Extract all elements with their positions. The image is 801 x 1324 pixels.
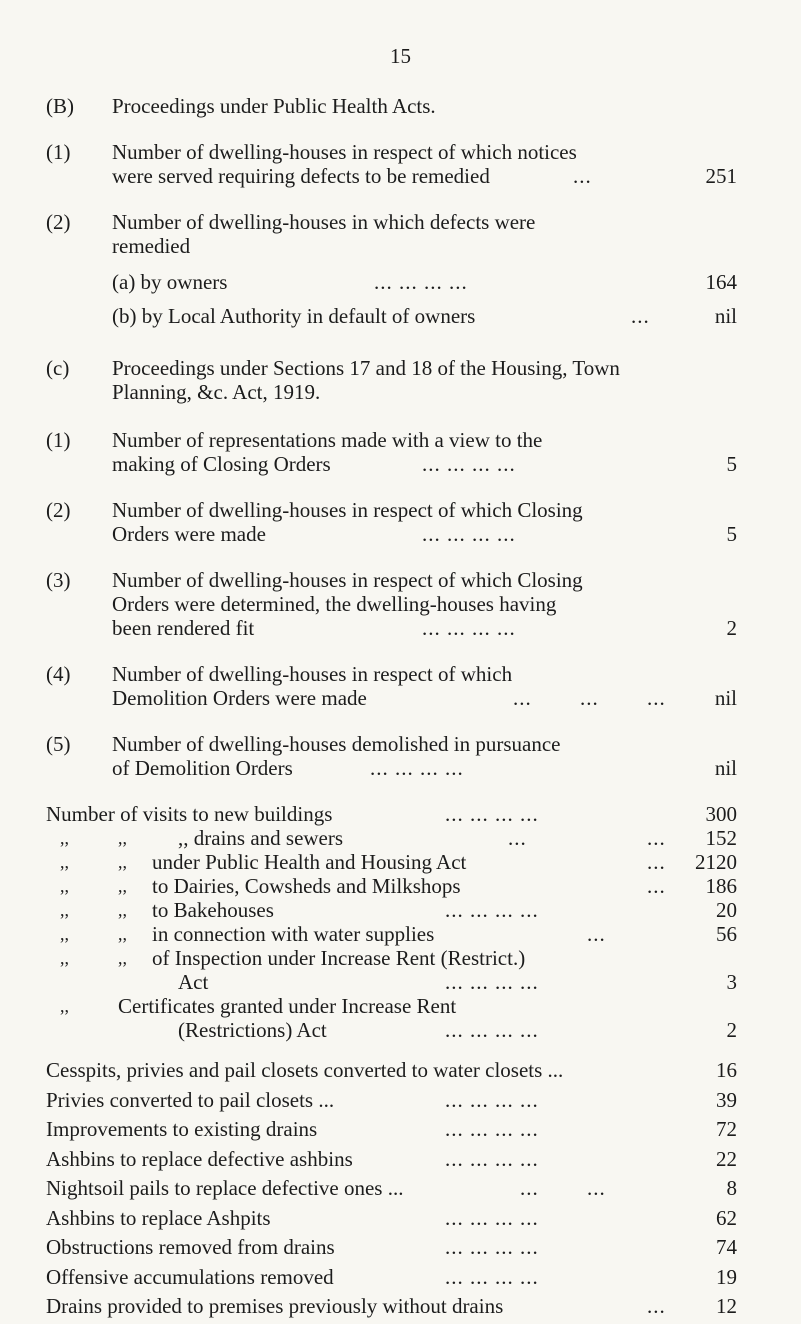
section-c-heading-1: Proceedings under Sections 17 and 18 of the Housing, Town [112, 356, 620, 380]
leader-dots: ... [573, 164, 592, 188]
b-item1-num: (1) [46, 140, 71, 164]
visits-row-2-value: 152 [705, 826, 737, 850]
leader-dots: ... ... ... ... [374, 270, 468, 294]
b-item2-line1: Number of dwelling-houses in which defects were [112, 210, 536, 234]
visits-row-4-label: to Dairies, Cowsheds and Milkshops [152, 874, 461, 898]
misc-item-label: Drains provided to premises previously without drains [46, 1294, 504, 1318]
c-item3-line1: Number of dwelling-houses in respect of which Closing [112, 568, 583, 592]
misc-item-label: Cesspits, privies and pail closets converted to water closets ... [46, 1058, 564, 1082]
c-item1-line1: Number of representations made with a view to the [112, 428, 543, 452]
c-item4-line2: Demolition Orders were made [112, 686, 367, 710]
leader-dots: ... ... ... ... [445, 1018, 539, 1042]
c-item1-line2: making of Closing Orders [112, 452, 331, 476]
visits-row-3-label: under Public Health and Housing Act [152, 850, 467, 874]
c-item2-line2: Orders were made [112, 522, 266, 546]
b-sub-b-label: (b) by Local Authority in default of owners [112, 304, 476, 328]
leader-dots: ... [580, 686, 599, 710]
misc-item-label: Privies converted to pail closets ... [46, 1087, 335, 1112]
visits-row-6-label: in connection with water supplies [152, 922, 435, 946]
misc-item-value: 8 [726, 1176, 737, 1200]
leader-dots: ... [520, 1176, 539, 1200]
misc-item-value: 16 [716, 1058, 737, 1082]
misc-item-value: 39 [716, 1087, 737, 1112]
leader-dots: ... [631, 304, 650, 328]
ditto-mark: ,, [118, 924, 127, 944]
visits-row-2-label: ,, drains and sewers [178, 826, 344, 850]
leader-dots: ... ... ... ... [445, 1117, 539, 1141]
ditto-mark: ,, [60, 852, 69, 872]
misc-item-value: 12 [716, 1294, 737, 1318]
c-item1-value: 5 [726, 452, 737, 476]
leader-dots: ... ... ... ... [422, 522, 516, 546]
leader-dots: ... [647, 826, 666, 850]
b-item1-line2: were served requiring defects to be remedied [112, 164, 490, 188]
leader-dots: ... ... ... ... [445, 1087, 539, 1112]
visits-row-8-value: 2 [726, 1018, 737, 1042]
ditto-mark: ,, [118, 876, 127, 896]
leader-dots: ... [513, 686, 532, 710]
visits-row-6-value: 56 [716, 922, 737, 946]
ditto-mark: ,, [60, 996, 69, 1016]
leader-dots: ... [587, 1176, 606, 1200]
leader-dots: ... [647, 874, 666, 898]
b-item2-line2: remedied [112, 234, 191, 258]
c-item3-value: 2 [726, 616, 737, 640]
c-item5-value: nil [714, 756, 737, 780]
b-item1-line1: Number of dwelling-houses in respect of which notices [112, 140, 577, 164]
ditto-mark: ,, [60, 948, 69, 968]
misc-item-label: Nightsoil pails to replace defective ones ... [46, 1176, 404, 1200]
visits-row-7-value: 3 [726, 970, 737, 994]
section-c-marker: (c) [46, 356, 70, 380]
visits-row-5-label: to Bakehouses [152, 898, 274, 922]
leader-dots: ... [647, 686, 666, 710]
leader-dots: ... ... ... ... [445, 1235, 539, 1259]
misc-item-value: 19 [716, 1264, 737, 1289]
misc-item-value: 22 [716, 1146, 737, 1171]
leader-dots: ... ... ... ... [445, 1146, 539, 1171]
leader-dots: ... ... ... ... [422, 452, 516, 476]
visits-row-8-label-1: Certificates granted under Increase Rent [118, 994, 457, 1018]
leader-dots: ... ... ... ... [422, 616, 516, 640]
visits-row-4-value: 186 [705, 874, 737, 898]
visits-row-5-value: 20 [716, 898, 737, 922]
section-c-heading-2: Planning, &c. Act, 1919. [112, 380, 321, 404]
leader-dots: ... [647, 850, 666, 874]
ditto-mark: ,, [118, 948, 127, 968]
ditto-mark: ,, [60, 924, 69, 944]
misc-item-value: 72 [716, 1117, 737, 1141]
b-item2-num: (2) [46, 210, 71, 234]
leader-dots: ... [587, 922, 606, 946]
ditto-mark: ,, [60, 900, 69, 920]
c-item5-line2: of Demolition Orders [112, 756, 293, 780]
ditto-mark: ,, [118, 900, 127, 920]
page-number: 15 [390, 44, 411, 68]
leader-dots: ... ... ... ... [370, 756, 464, 780]
visits-row-7-label-1: of Inspection under Increase Rent (Restrict.) [152, 946, 526, 970]
leader-dots: ... [508, 826, 527, 850]
visits-row-7-label-2: Act [178, 970, 209, 994]
b-sub-a-label: (a) by owners [112, 270, 228, 294]
ditto-mark: ,, [118, 852, 127, 872]
c-item2-value: 5 [726, 522, 737, 546]
leader-dots: ... ... ... ... [445, 898, 539, 922]
c-item3-line2: Orders were determined, the dwelling-houses having [112, 592, 557, 616]
leader-dots: ... [647, 1294, 666, 1318]
c-item2-num: (2) [46, 498, 71, 522]
visits-row-1-value: 300 [705, 802, 737, 826]
c-item2-line1: Number of dwelling-houses in respect of which Closing [112, 498, 583, 522]
c-item3-line3: been rendered fit [112, 616, 255, 640]
section-b-heading: Proceedings under Public Health Acts. [112, 94, 436, 118]
misc-item-value: 62 [716, 1205, 737, 1230]
ditto-mark: ,, [118, 828, 127, 848]
ditto-mark: ,, [60, 828, 69, 848]
c-item4-num: (4) [46, 662, 71, 686]
visits-row-8-label-2: (Restrictions) Act [178, 1018, 327, 1042]
c-item5-line1: Number of dwelling-houses demolished in pursuance [112, 732, 561, 756]
misc-item-label: Ashbins to replace Ashpits [46, 1205, 271, 1230]
misc-item-label: Improvements to existing drains [46, 1117, 318, 1141]
ditto-mark: ,, [60, 876, 69, 896]
c-item5-num: (5) [46, 732, 71, 756]
b-item1-value: 251 [705, 164, 737, 188]
misc-item-label: Obstructions removed from drains [46, 1235, 335, 1259]
c-item3-num: (3) [46, 568, 71, 592]
b-sub-a-value: 164 [705, 270, 737, 294]
c-item1-num: (1) [46, 428, 71, 452]
c-item4-value: nil [714, 686, 737, 710]
visits-row-1-label: Number of visits to new buildings [46, 802, 333, 826]
misc-item-label: Offensive accumulations removed [46, 1264, 334, 1289]
leader-dots: ... ... ... ... [445, 1205, 539, 1230]
b-sub-b-value: nil [714, 304, 737, 328]
visits-row-3-value: 2120 [695, 850, 737, 874]
section-b-marker: (B) [46, 94, 74, 118]
leader-dots: ... ... ... ... [445, 802, 539, 826]
misc-item-label: Ashbins to replace defective ashbins [46, 1146, 353, 1171]
leader-dots: ... ... ... ... [445, 1264, 539, 1289]
misc-item-value: 74 [716, 1235, 737, 1259]
leader-dots: ... ... ... ... [445, 970, 539, 994]
c-item4-line1: Number of dwelling-houses in respect of which [112, 662, 513, 686]
